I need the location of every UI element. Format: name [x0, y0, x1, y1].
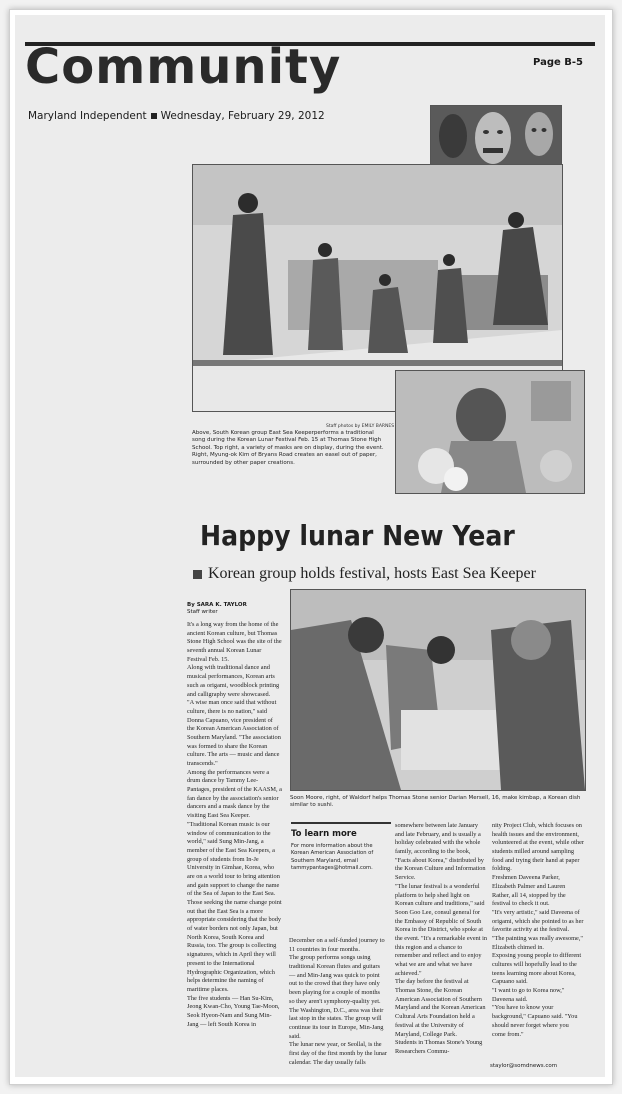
square-bullet-icon: [151, 113, 157, 119]
masks-photo: [430, 105, 562, 169]
section-masthead: Community: [25, 39, 342, 95]
article-headline: Happy lunar New Year: [200, 519, 515, 552]
dateline: [28, 110, 325, 122]
photo-caption: Above, South Korean group East Sea Keeperperforms a traditional song during the Korean Lunar Festival Feb. 15 at Thomas Stone High School. Top right, a variety of masks are on display, during the event. Right, Myung-ok Kim of Bryans Road creates an easel out of paper, surrounded by other paper creations.: [192, 430, 384, 466]
kimbap-photo-caption: Soon Moore, right, of Waldorf helps Thomas Stone senior Darian Mersell, 16, make kimbap, a Korean dish similar to sushi.: [290, 795, 581, 809]
paper-name: Maryland Independent: [28, 110, 147, 122]
paper-craft-photo: [395, 370, 585, 494]
subhead-text: Korean group holds festival, hosts East Sea Keeper: [208, 565, 536, 582]
info-box: [291, 822, 391, 936]
article-column-4: nity Project Club, which focuses on health issues and the environment, volunteered at the event, while other students milled around sampling food and trying their hand at paper folding. Freshmen Daveena Parker, Elizabeth Palmer and Lauren Rather, all 14, stopped by the festival to check it out. "It's very artistic," said Daveena of origami, which she pointed to as her favorite activity at the festival. "The painting was really awesome," Elizabeth chimed in. Exposing young people to different cultures will hopefully lead to the teens learning more about Korea, Capuano said. "I want to go to Korea now," Daveena said. "You have to know your background," Capuano said. "You should never forget where you come from.": [492, 822, 584, 1038]
newspaper-page: [15, 15, 605, 1077]
issue-date: Wednesday, February 29, 2012: [160, 110, 325, 122]
byline-name: By SARA K. TAYLOR: [187, 602, 247, 608]
kimbap-photo: [290, 589, 586, 791]
article-column-1: It's a long way from the home of the ancient Korean culture, but Thomas Stone High School was the site of the seventh annual Korean Lunar Festival Feb. 15. Along with traditional dance and musical performances, Korean arts such as origami, woodblock printing and calligraphy were showcased. "A wise man once said that without culture, there is no nation," said Donna Capuano, vice president of the Korean American Association of Southern Maryland. "The association was formed to share the Korean culture. The arts — music and dance transcends." Among the performances were a drum dance by Tammy Lee-Pantages, president of the KAASM, a fan dance by the association's senior dancers and a mask dance by the visiting East Sea Keeper. "Traditional Korean music is our window of communication to the world," said Sung Min-Jang, a member of the East Sea Keepers, a group of students from In-Je University in Gimhae, Korea, who are on a world tour to bring attention and gain support to change the name of the Sea of Japan to the East Sea. Those seeking the name change point out that the East Sea is a more appropriate considering that the body of water borders not only Japan, but North Korea, South Korea and Russia, too. The group is collecting signatures, which in April they will present to the International Hydrographic Organization, which helps determine the naming of maritime places. The five students — Han Su-Kim, Jeong Kwan-Cho, Young Tae-Moon, Seok Hyeon-Nam and Sung Min-Jang — left South Korea in: [187, 621, 282, 1028]
info-box-title: To learn more: [291, 829, 357, 839]
author-email: staylor@somdnews.com: [490, 1063, 558, 1069]
page-number: Page B-5: [533, 57, 583, 68]
article-column-2: December on a self-funded journey to 11 countries in four months. The group performs songs using traditional Korean flutes and guitars — and Min-Jang was quick to point out to the crowd that they have only been playing for a couple of months so they aren't symphony-quality yet. The Washington, D.C., area was their last stop in the states. The group will continue its tour in Europe, Min-Jang said. The lunar new year, or Seollal, is the first day of the first month by the lunar calendar. The day usually falls: [289, 937, 387, 1066]
byline-role: Staff writer: [187, 609, 218, 616]
article-subhead: [193, 565, 536, 583]
info-box-body: For more information about the Korean American Association of Southern Maryland, email tammypantages@hotmail.com.: [291, 843, 374, 871]
byline: [187, 602, 247, 616]
photo-credit: Staff photos by EMILY BARNES: [326, 424, 395, 429]
article-column-3: somewhere between late January and late February, and is usually a holiday celebrated with the whole family, according to the book, "Facts about Korea," distributed by the Korean Culture and Information Service. "The lunar festival is a wonderful platform to help shed light on Korean culture and traditions," said Soon Goo Lee, consul general for the Embassy of Republic of South Korea in the District, who spoke at the event. "It's a remarkable event in this region and a chance to remember and reflect and to enjoy what we are and what we have achieved." The day before the festival at Thomas Stone, the Korean American Association of Southern Maryland and the Korean American Cultural Arts Foundation held a festival at the University of Maryland, College Park. Students in Thomas Stone's Young Researchers Commu-: [395, 822, 487, 1055]
square-bullet-icon: [193, 570, 202, 579]
